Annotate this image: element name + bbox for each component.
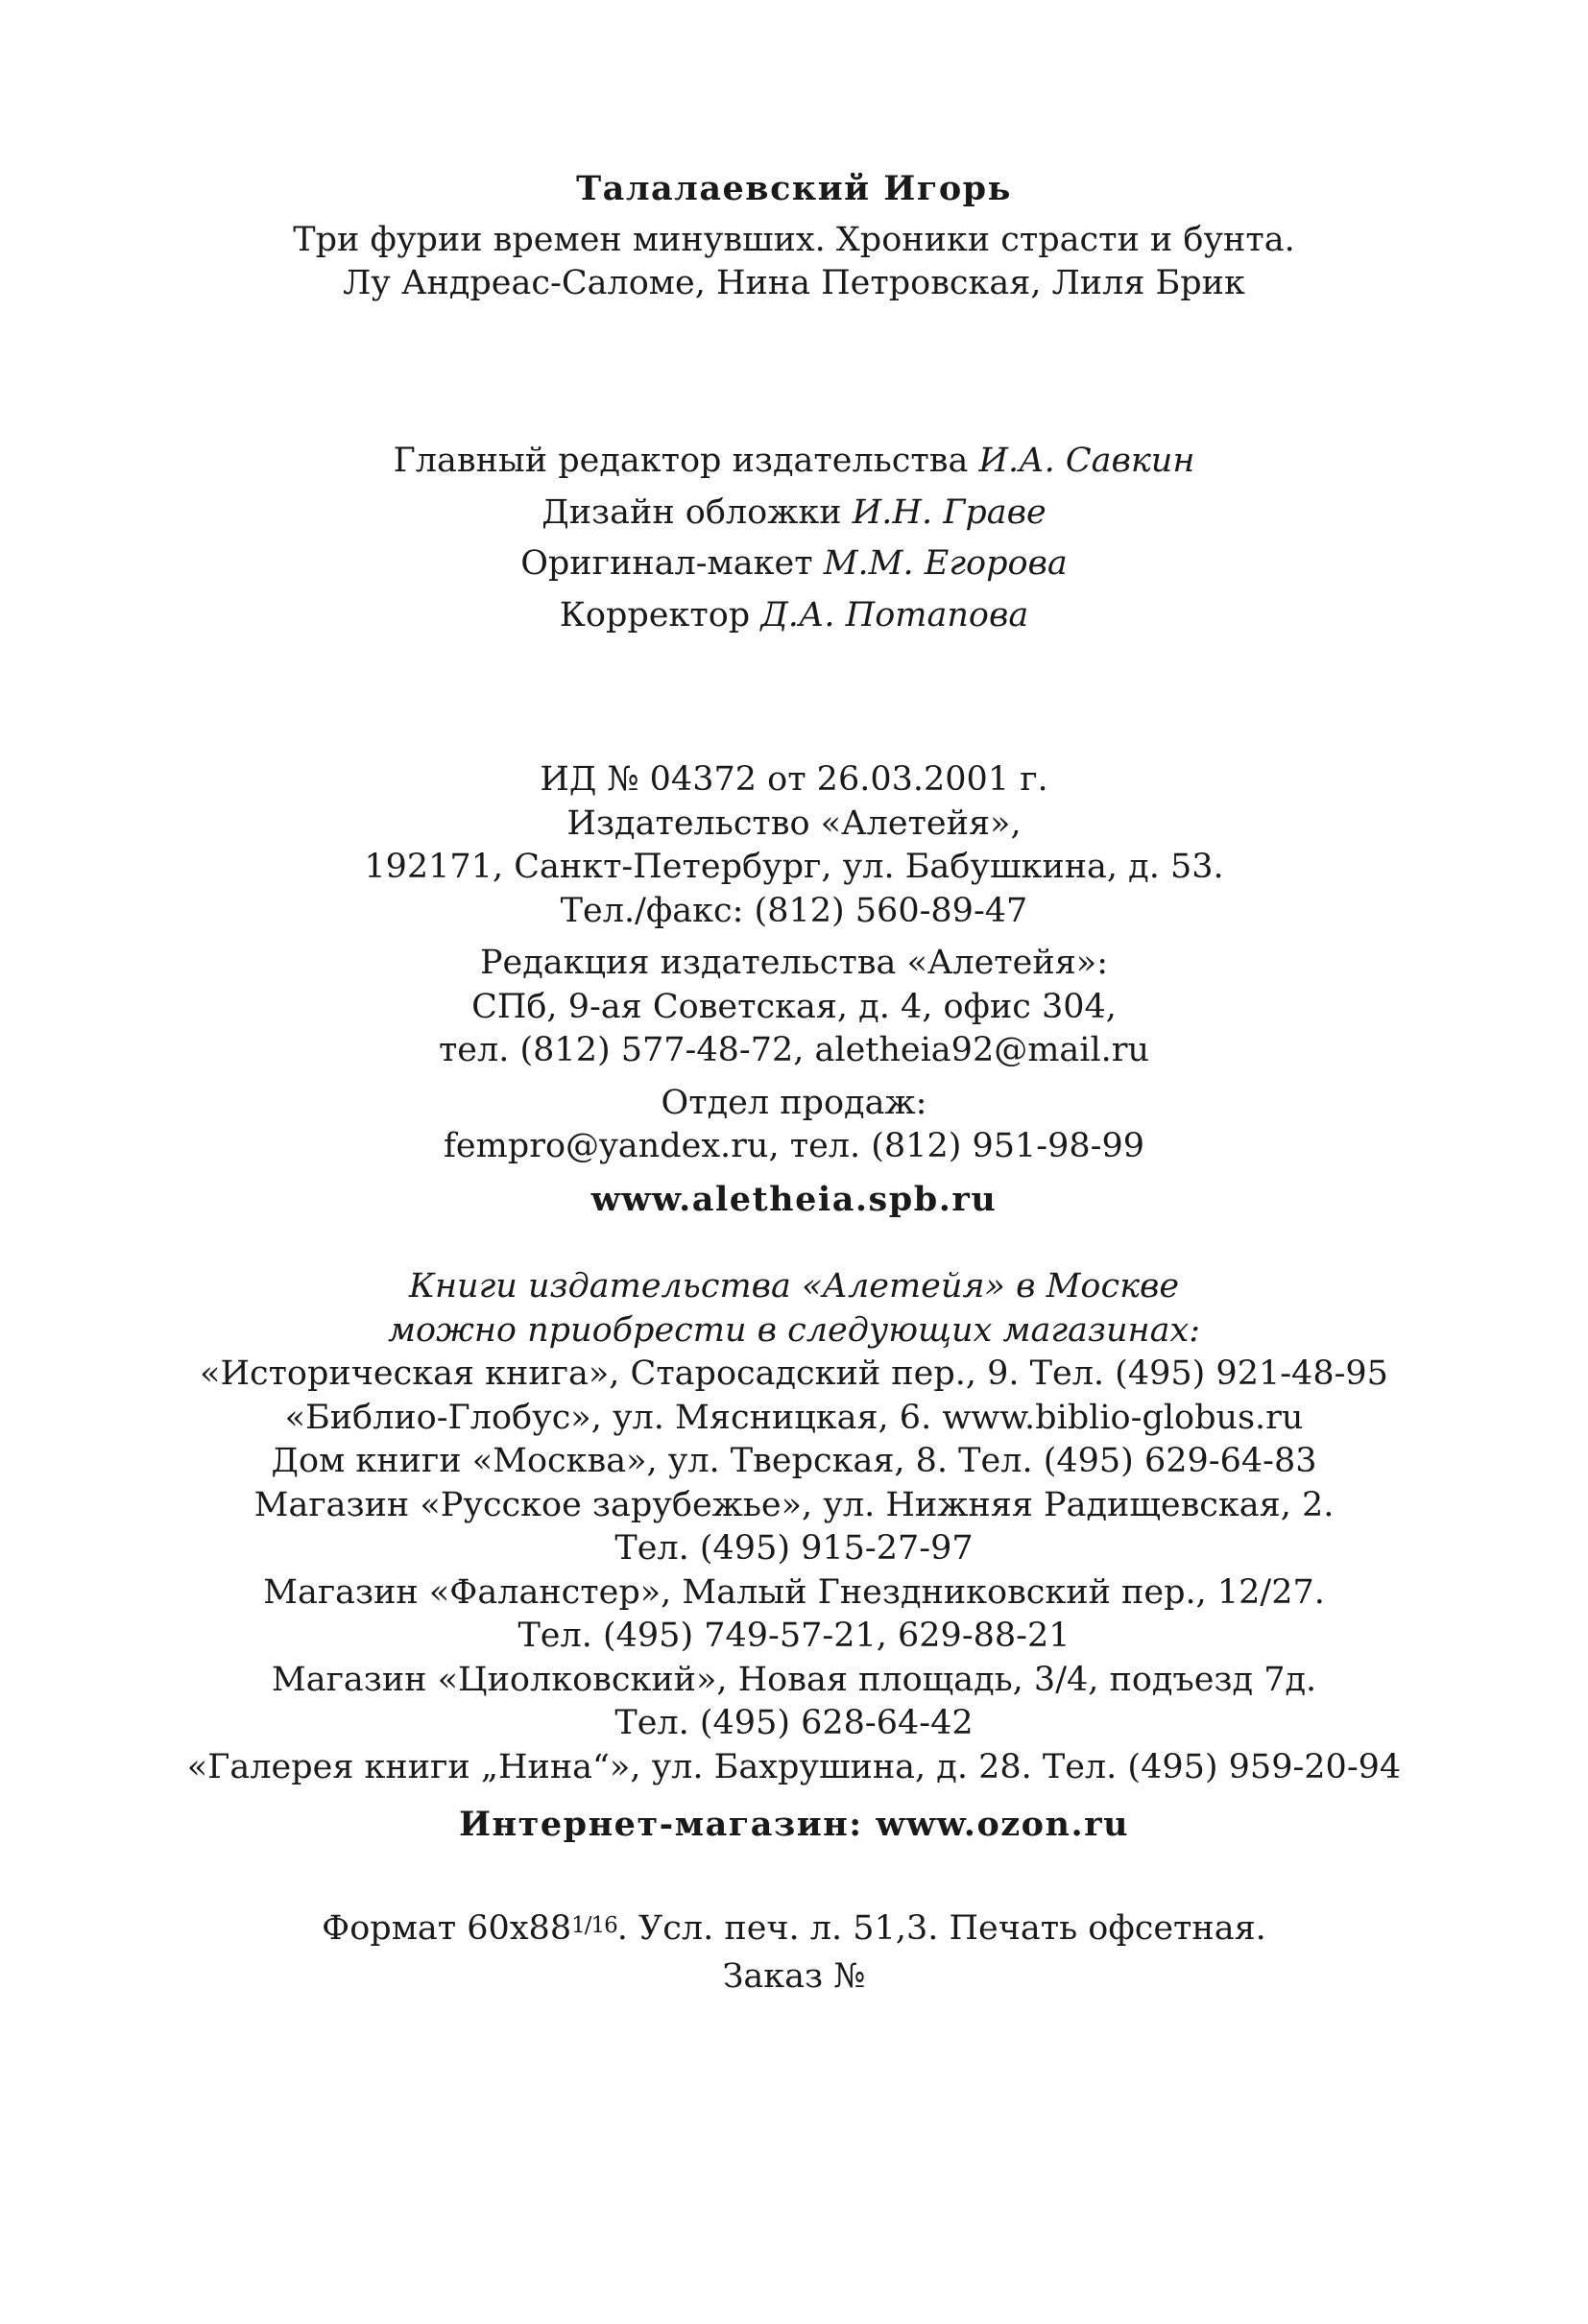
editorial-address: СПб, 9-ая Советская, д. 4, офис 304, bbox=[471, 987, 1117, 1026]
publisher-name: Издательство «Алетейя», bbox=[566, 803, 1022, 843]
publisher-license: ИД № 04372 от 26.03.2001 г. bbox=[540, 760, 1048, 799]
author-name: Талалаевский Игорь bbox=[576, 169, 1012, 208]
sales-contact: fempro@yandex.ru, тел. (812) 951-98-99 bbox=[443, 1127, 1145, 1165]
credit-role: Корректор bbox=[559, 595, 751, 635]
format-prefix: Формат 60х88 bbox=[322, 1909, 572, 1948]
store-line: Магазин «Циолковский», Новая площадь, 3/4, подъезд 7д. bbox=[271, 1660, 1317, 1699]
store-line: Магазин «Русское зарубежье», ул. Нижняя Радищевская, 2. bbox=[253, 1485, 1335, 1524]
stores-intro-line1: Книги издательства «Алетейя» в Москве bbox=[408, 1267, 1180, 1306]
credit-layout bbox=[0, 542, 1588, 587]
credit-role: Дизайн обложки bbox=[541, 492, 842, 532]
format-suffix: . Усл. печ. л. 51,3. Печать офсетная. bbox=[616, 1909, 1266, 1948]
publisher-website[interactable]: www.aletheia.spb.ru bbox=[590, 1179, 998, 1219]
store-line: Тел. (495) 628-64-42 bbox=[614, 1704, 974, 1742]
credit-name: Д.А. Потапова bbox=[760, 595, 1029, 635]
store-line: «Историческая книга», Старосадский пер., 9. Тел. (495) 921-48-95 bbox=[200, 1354, 1388, 1393]
online-store[interactable]: Интернет-магазин: www.ozon.ru bbox=[458, 1805, 1130, 1844]
store-line: «Галерея книги „Нина“», ул. Бахрушина, д. 28. Тел. (495) 959-20-94 bbox=[186, 1747, 1402, 1786]
credit-cover-design bbox=[0, 491, 1588, 536]
credit-proofreader bbox=[0, 594, 1588, 638]
credit-name: И.А. Савкин bbox=[978, 442, 1195, 480]
credit-role: Главный редактор издательства bbox=[393, 442, 969, 480]
format-fraction: 1/16 bbox=[571, 1913, 617, 1938]
credit-name: И.Н. Граве bbox=[852, 492, 1047, 532]
editorial-contact: тел. (812) 577-48-72, aletheia92@mail.ru bbox=[438, 1031, 1150, 1069]
store-line: Магазин «Фаланстер», Малый Гнездниковский пер., 12/27. bbox=[263, 1572, 1325, 1612]
order-number: Заказ № bbox=[722, 1956, 866, 1996]
credit-name: М.М. Егорова bbox=[823, 544, 1068, 583]
publisher-address: 192171, Санкт-Петербург, ул. Бабушкина, д. 53. bbox=[364, 848, 1224, 886]
store-line: Тел. (495) 749-57-21, 629-88-21 bbox=[517, 1617, 1071, 1655]
publisher-phone: Тел./факс: (812) 560-89-47 bbox=[560, 891, 1028, 930]
book-subtitle: Лу Андреас-Саломе, Нина Петровская, Лиля Брик bbox=[343, 264, 1245, 302]
stores-intro-line2: можно приобрести в следующих магазинах: bbox=[388, 1310, 1200, 1350]
store-line: «Библио-Глобус», ул. Мясницкая, 6. www.biblio-globus.ru bbox=[284, 1398, 1304, 1437]
credit-role: Оригинал-макет bbox=[520, 544, 813, 583]
store-line: Тел. (495) 915-27-97 bbox=[614, 1529, 974, 1568]
sales-heading: Отдел продаж: bbox=[661, 1083, 927, 1122]
print-format bbox=[0, 1905, 1588, 1952]
imprint-block bbox=[0, 1905, 1588, 1999]
stores-block bbox=[0, 1265, 1588, 1847]
publisher-block bbox=[0, 758, 1588, 1221]
editorial-heading: Редакция издательства «Алетейя»: bbox=[479, 944, 1108, 982]
title-block bbox=[0, 167, 1588, 306]
credit-chief-editor bbox=[0, 440, 1588, 484]
store-line: Дом книги «Москва», ул. Тверская, 8. Тел. (495) 629-64-83 bbox=[271, 1442, 1317, 1480]
book-title: Три фурии времен минувших. Хроники страсти и бунта. bbox=[293, 220, 1295, 259]
credits-block bbox=[0, 440, 1588, 637]
